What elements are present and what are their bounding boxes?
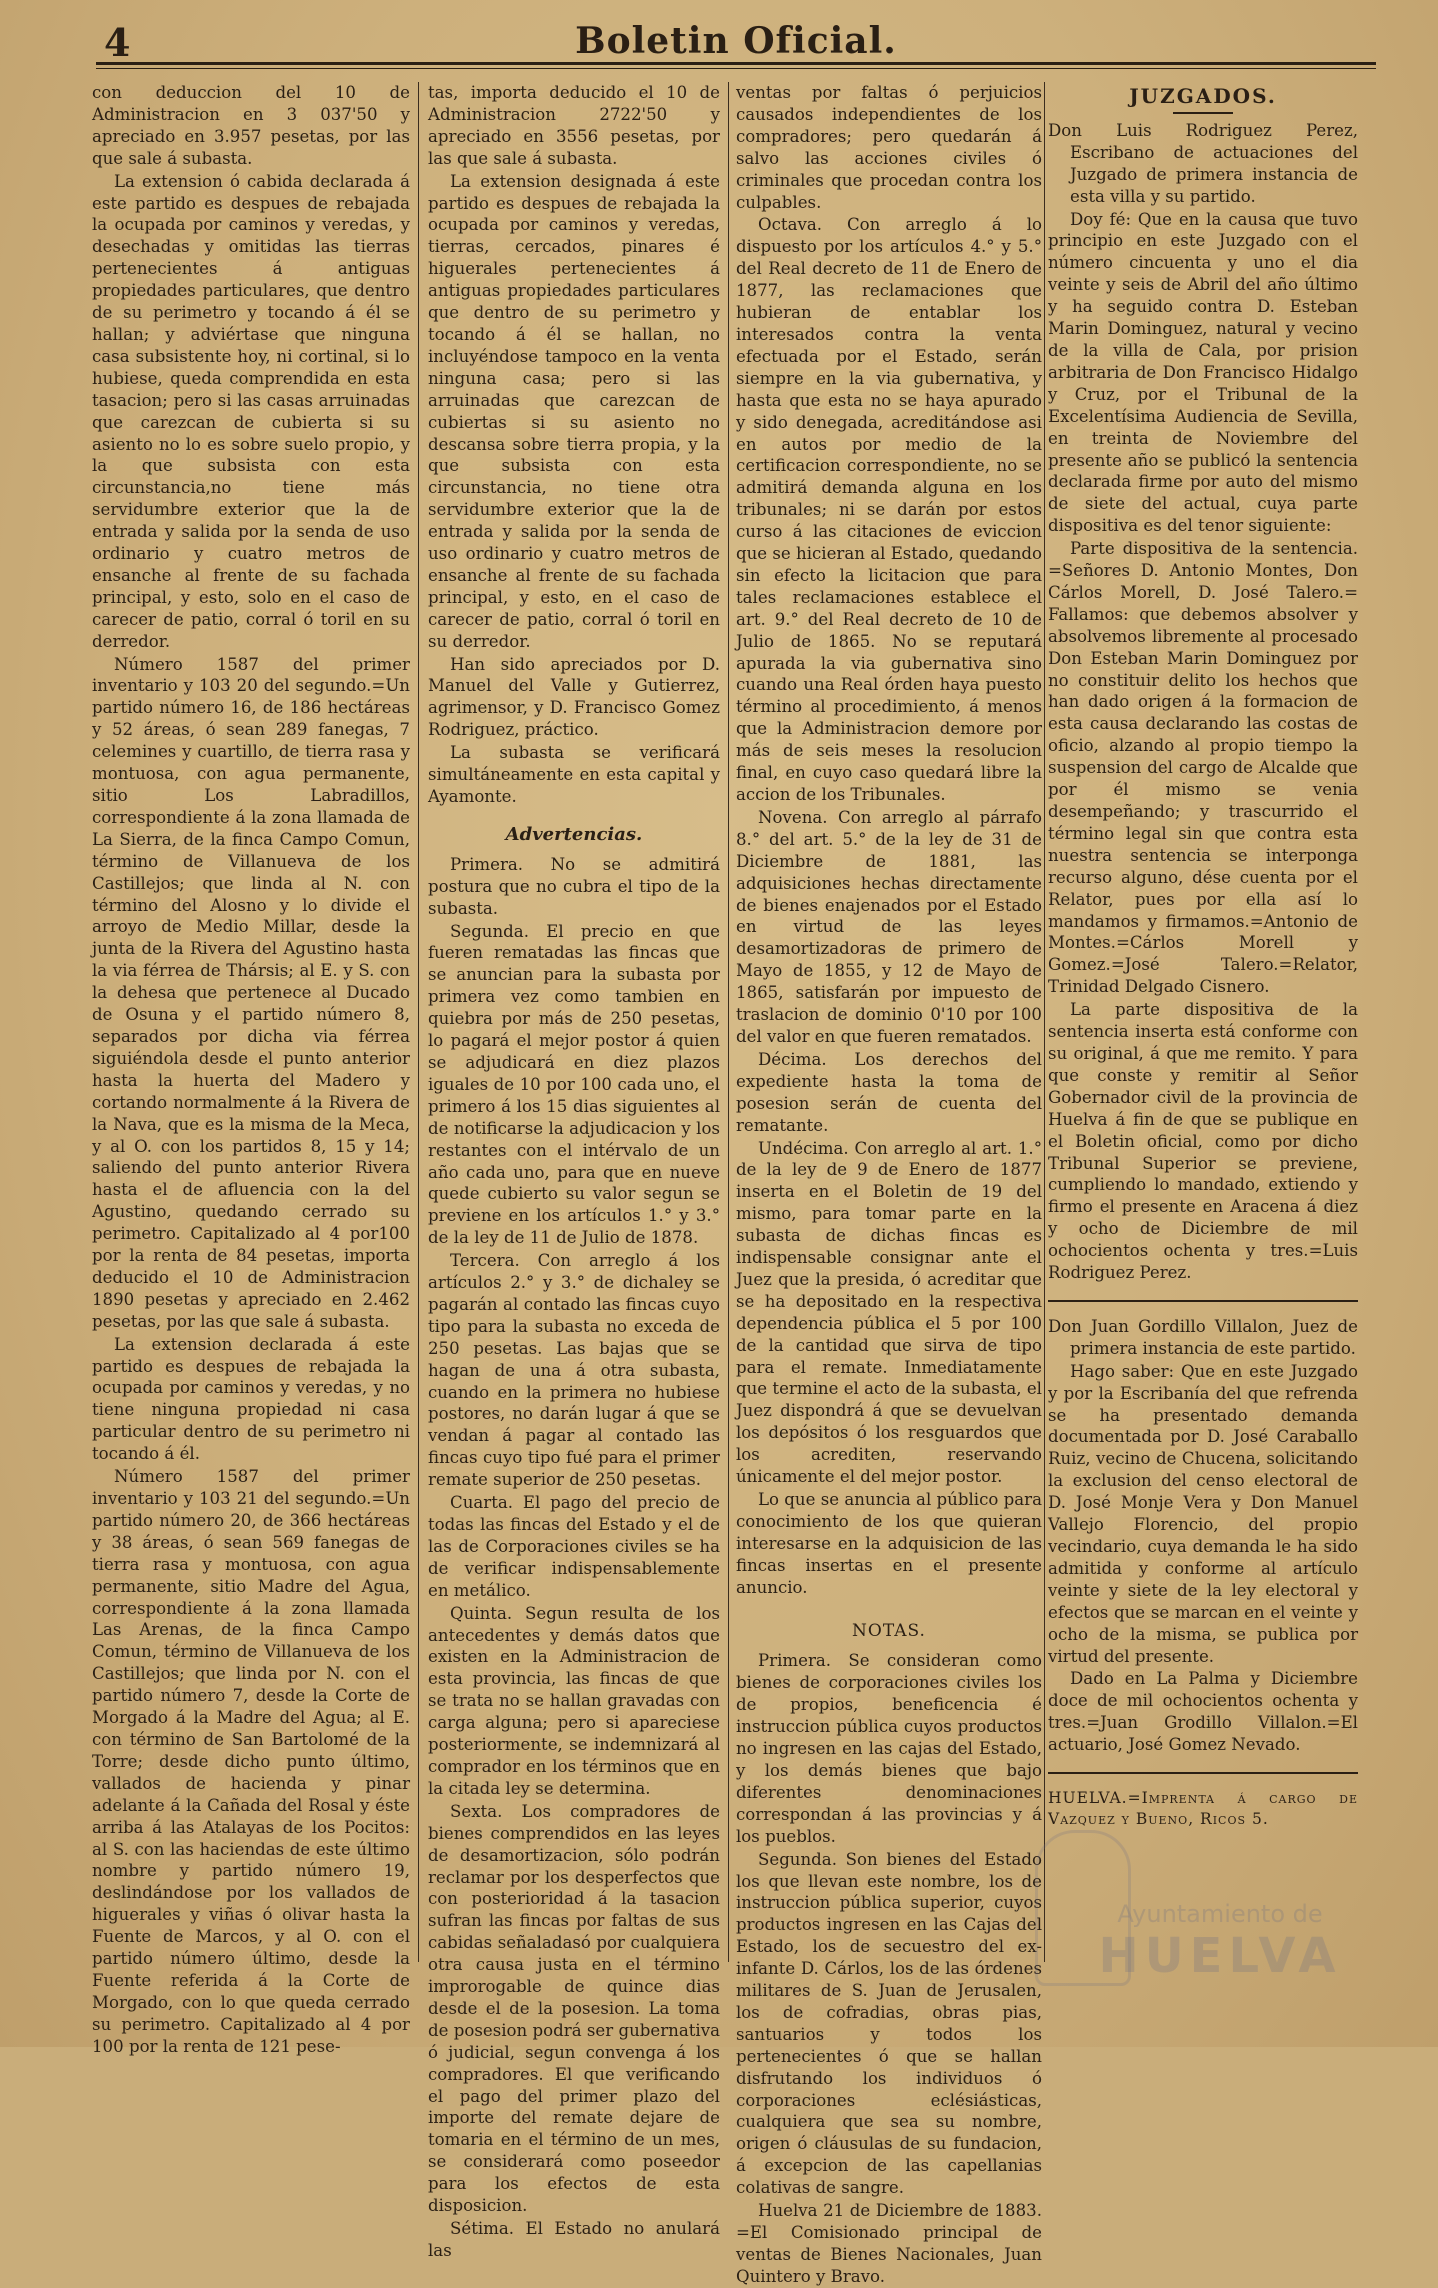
paragraph: La extension designada á este partido es despues de rebajada la ocupada por caminos y veredas, tierras, cercados, pinares é higuerales pertenecientes á antiguas propiedades particulares que dentro de su perimetro y tocando á él se hallan, no incluyéndose tampoco en la venta ninguna casa; pero si las arruinadas que carezcan de cubiertas si su asiento no descansa sobre tierra propia, y la que subsista con esta circunstancia, no tiene otra servidumbre exterior que la de entrada y salida por la senda de uso ordinario y cuatro metros de ensanche al frente de su fachada principal, y esto, en el caso de carecer de patio, corral ó toril en su derredor. <box>428 171 720 651</box>
paragraph: con deduccion del 10 de Administracion en 3 037'50 y apreciado en 3.957 pesetas, por las que sale á subasta. <box>92 83 410 168</box>
header-rule <box>96 62 1376 65</box>
paragraph: Primera. No se admitirá postura que no cubra el tipo de la subasta. <box>428 854 720 918</box>
paragraph: Número 1587 del primer inventario y 103 20 del segundo.=Un partido número 16, de 186 hectáreas y 52 áreas, ó sean 289 fanegas, 7 celemines y cuartillo, de tierra rasa y montuosa, con agua permanente, sitio Los Labradillos, correspondiente á la zona llamada de La Sierra, de la finca Campo Comun, término de Villanueva de los Castillejos; que linda al N. con término del Alosno y lo divide el arroyo de Medio Millar, desde la junta de la Rivera del Agustino hasta la via férrea de Thársis; al E. y S. con la dehesa que pertenece al Ducado de Osuna y el partido número 8, separados por dicha via férrea siguiéndola desde el punto anterior hasta la huerta del Madero y cortando normalmente á la Rivera de la Nava, que es la misma de la Meca, y al O. con los partidos 8, 15 y 14; saliendo del punto anterior Rivera hasta el de afluencia con la del Agustino, quedando cerrado su perimetro. Capitalizado al 4 por100 por la renta de 84 pesetas, importa deducido el 10 de Administracion 1890 pesetas y apreciado en 2.462 pesetas, por las que sale á subasta. <box>92 654 410 1331</box>
column-divider <box>728 82 729 1962</box>
column-3 <box>736 82 1042 2286</box>
paragraph: Doy fé: Que en la causa que tuvo principio en este Juzgado con el número cincuenta y uno el dia veinte y seis de Abril del año último y ha seguido contra D. Esteban Marin Dominguez, natural y vecino de la villa de Cala, por prision arbitraria de Don Francisco Hidalgo y Cruz, por el Tribunal de la Excelentísima Audiencia de Sevilla, en treinta de Noviembre del presente año se publicó la sentencia declarada firme por auto del mismo de siete del actual, cuya parte dispositiva es del tenor siguiente: <box>1048 209 1358 536</box>
paragraph: Tercera. Con arreglo á los artículos 2.° y 3.° de dichaley se pagarán al contado las fincas cuyo tipo para la subasta no exceda de 250 pesetas. Las bajas que se hagan de una á otra subasta, cuando en la primera no hubiese postores, no darán lugar á que se vendan á pagar al contado las fincas cuyo tipo fué para el primer remate superior de 250 pesetas. <box>428 1251 720 1490</box>
signature: Huelva 21 de Diciembre de 1883. =El Comisionado principal de ventas de Bienes Nacionales, Juan Quintero y Bravo. <box>736 2201 1042 2286</box>
paragraph: La extension ó cabida declarada á este partido es despues de rebajada la ocupada por caminos y veredas, y desechadas y omitidas las tierras pertenecientes á antiguas propiedades particulares, que dentro de su perimetro y tocando á él se hallan; y adviértase que ninguna casa subsistente hoy, ni cortinal, si lo hubiese, queda comprendida en esta tasacion; pero si las casas arruinadas que carezcan de cubierta si su asiento no lo es sobre suelo propio, y la que subsista con esta circunstancia,no tiene más servidumbre exterior que la de entrada y salida por la senda de uso ordinario y cuatro metros de ensanche al frente de su fachada principal, y esto, solo en el caso de carecer de patio, corral ó toril en su derredor. <box>92 171 410 651</box>
paragraph: Don Luis Rodriguez Perez, Escribano de actuaciones del Juzgado de primera instancia de esta villa y su partido. <box>1048 120 1358 206</box>
page-title: Boletin Oficial. <box>575 20 897 62</box>
section-separator <box>1048 1300 1358 1302</box>
paragraph: Don Juan Gordillo Villalon, Juez de primera instancia de este partido. <box>1048 1316 1358 1358</box>
paragraph: Novena. Con arreglo al párrafo 8.° del art. 5.° de la ley de 31 de Diciembre de 1881, las adquisiciones hechas directamente de bienes enajenados por el Estado en virtud de las leyes desamortizadoras de primero de Mayo de 1855, y 12 de Mayo de 1865, satisfarán por impuesto de traslacion de dominio 0'10 por 100 del valor en que fueren rematados. <box>736 807 1042 1046</box>
paragraph: La extension declarada á este partido es despues de rebajada la ocupada por caminos y veredas, y no tiene ninguna propiedad ni casa particular dentro de su perimetro ni tocando á él. <box>92 1334 410 1464</box>
paragraph: La parte dispositiva de la sentencia inserta está conforme con su original, á que me remito. Y para que conste y remitir al Señor Gobernador civil de la provincia de Huelva á fin de que se publique en el Boletin oficial, como por dicho Tribunal Superior se previene, cumpliendo lo mandado, extiendo y firmo el presente en Aracena á diez y ocho de Diciembre de mil ochocientos ochenta y tres.=Luis Rodriguez Perez. <box>1048 1000 1358 1283</box>
paragraph: Sétima. El Estado no anulará las <box>428 2219 720 2260</box>
paragraph: Undécima. Con arreglo al art. 1.° de la ley de 9 de Enero de 1877 inserta en el Boletin de 19 del mismo, para tomar parte en la subasta de dichas fincas es indispensable consignar ante el Juez que la presida, ó acreditar que se ha depositado en la respectiva dependencia pública el 5 por 100 de la cantidad que sirva de tipo para el remate. Inmediatamente que termine el acto de la subasta, el Juez dispondrá á que se devuelvan los depósitos ó los resguardos que los acrediten, reservando únicamente el del mejor postor. <box>736 1138 1042 1487</box>
section-heading-juzgados: JUZGADOS. <box>1129 84 1277 108</box>
section-heading-notas: NOTAS. <box>852 1620 926 1641</box>
paragraph: Hago saber: Que en este Juzgado y por la Escribanía del que refrenda se ha presentado demanda documentada por D. José Caraballo Ruiz, vecino de Chucena, solicitando la exclusion del censo electoral de D. José Monje Vera y Don Manuel Vallejo Florencio, del propio vecindario, cuya demanda le ha sido admitida y conforme al artículo veinte y siete de la ley electoral y efectos que se marcan en el veinte y ocho de la misma, se publica por virtud del presente. <box>1048 1361 1358 1666</box>
watermark-line: HUELVA <box>1098 1928 1342 1984</box>
column-divider <box>1044 82 1045 1962</box>
paragraph: Sexta. Los compradores de bienes comprendidos en las leyes de desamortizacion, sólo podrán reclamar por los desperfectos que con posterioridad á la tasacion sufran las fincas por faltas de sus cabidas señaladasó por cualquiera otra causa justa en el término improrogable de quince dias desde el de la posesion. La toma de posesion podrá ser gubernativa ó judicial, segun convenga á los compradores. El que verificando el pago del primer plazo del importe del remate dejare de tomaria en el término de un mes, se considerará como poseedor para los efectos de esta disposicion. <box>428 1801 720 2216</box>
section-heading-advertencias: Advertencias. <box>505 823 643 845</box>
paragraph: Han sido apreciados por D. Manuel del Valle y Gutierrez, agrimensor, y D. Francisco Gomez Rodriguez, práctico. <box>428 654 720 740</box>
watermark-line: Ayuntamiento de <box>1117 1900 1323 1928</box>
imprint: HUELVA.=Imprenta á cargo de Vazquez y Bueno, Ricos 5. <box>1048 1789 1358 1829</box>
paragraph: Lo que se anuncia al público para conocimiento de los que quieran interesarse en la adquisicion de las fincas insertas en el presente anuncio. <box>736 1490 1042 1597</box>
paragraph: Primera. Se consideran como bienes de corporaciones civiles los de propios, beneficencia é instruccion pública cuyos productos no ingresen en las cajas del Estado, y los demás bienes que bajo diferentes denominaciones correspondan á las provincias y á los pueblos. <box>736 1651 1042 1846</box>
paragraph: Décima. Los derechos del expediente hasta la toma de posesion serán de cuenta del rematante. <box>736 1049 1042 1135</box>
watermark <box>1060 1900 1380 1984</box>
column-divider <box>418 82 419 1962</box>
header-rule-thin <box>96 68 1376 69</box>
paragraph: Segunda. El precio en que fueren rematadas las fincas que se anuncian para la subasta por primera vez como tambien en quiebra por más de 250 pesetas, lo pagará el mejor postor á quien se adjudicará en diez plazos iguales de 10 por 100 cada uno, el primero á los 15 dias siguientes al de notificarse la adjudicacion y los restantes con el intérvalo de un año cada uno, para que en nueve quede cubierto su valor segun se previene en los artículos 1.° y 3.° de la ley de 11 de Julio de 1878. <box>428 921 720 1248</box>
column-1 <box>92 82 410 2056</box>
paragraph: La subasta se verificará simultáneamente en esta capital y Ayamonte. <box>428 743 720 806</box>
paragraph: Octava. Con arreglo á lo dispuesto por los artículos 4.° y 5.° del Real decreto de 11 de Enero de 1877, las reclamaciones que hubieran de entablar los interesados contra la venta efectuada por el Estado, serán siempre en la via gubernativa, y hasta que esta no se haya apurado y sido denegada, acreditándose asi en autos por medio de la certificacion correspondiente, no se admitirá demanda alguna en los tribunales; ni se darán por estos curso á las citaciones de eviccion que se hicieran al Estado, quedando sin efecto la licitacion que para tales reclamaciones establece el art. 9.° del Real decreto de 10 de Julio de 1865. No se reputará apurada la via gubernativa sino cuando una Real órden haya puesto término al procedimiento, á menos que la Administracion demore por más de seis meses la resolucion final, en cuyo caso quedará libre la accion de los Tribunales. <box>736 215 1042 804</box>
paragraph: Cuarta. El pago del precio de todas las fincas del Estado y el de las de Corporaciones civiles se ha de verificar indispensablemente en metálico. <box>428 1493 720 1600</box>
paragraph: Segunda. Son bienes del Estado los que llevan este nombre, los de instruccion pública superior, cuyos productos ingresen en las Cajas del Estado, los de secuestro del ex-infante D. Cárlos, los de las órdenes militares de S. Juan de Jerusalen, los de cofradias, obras pias, santuarios y todos los pertenecientes ó que se hallan disfrutando los individuos ó corporaciones eclésiásticas, cualquiera que sea su nombre, origen ó cláusulas de su fundacion, á excepcion de las capellanias colativas de sangre. <box>736 1849 1042 2198</box>
paragraph: Parte dispositiva de la sentencia. =Señores D. Antonio Montes, Don Cárlos Morell, D. José Talero.= Fallamos: que debemos absolver y absolvemos libremente al procesado Don Esteban Marin Dominguez por no constituir delito los hechos que han dado origen á la formacion de esta causa declarando las costas de oficio, alzando al propio tiempo la suspension del cargo de Alcalde que por él mismo se venia desempeñando; y trascurrido el término legal sin que contra esta nuestra sentencia se interponga recurso alguno, dése cuenta por el Relator, pues por ella así lo mandamos y firmamos.=Antonio de Montes.=Cárlos Morell y Gomez.=José Talero.=Relator, Trinidad Delgado Cisnero. <box>1048 539 1358 997</box>
paragraph: Número 1587 del primer inventario y 103 21 del segundo.=Un partido número 20, de 366 hectáreas y 38 áreas, ó sean 569 fanegas de tierra rasa y montuosa, con agua permanente, sitio Madre del Agua, correspondiente á la zona llamada Las Arenas, de la finca Campo Comun, término de Villanueva de los Castillejos; que linda por N. con el partido número 7, desde la Corte de Morgado á la Madre del Agua; al E. con término de San Bartolomé de la Torre; desde dicho punto último, vallados de hacienda y pinar adelante á la Cañada del Rosal y éste arriba á las Atalayas de los Pocitos: al S. con las haciendas de este último nombre y partido número 19, deslindándose por los vallados de higuerales y viñas ó olivar hasta la Fuente de Marcos, y al O. con el partido número último, desde la Fuente referida á la Corte de Morgado, con lo que queda cerrado su perimetro. Capitalizado al 4 por 100 por la renta de 121 pese- <box>92 1467 410 2056</box>
page-number: 4 <box>104 20 131 65</box>
paragraph: Quinta. Segun resulta de los antecedentes y demás datos que existen en la Administracion de esta provincia, las fincas de que se trata no se hallan gravadas con carga alguna; pero si apareciese posteriormente, se indemnizará al comprador en los términos que en la citada ley se determina. <box>428 1603 720 1798</box>
heading-rule <box>1173 112 1233 114</box>
paragraph: ventas por faltas ó perjuicios causados independientes de los compradores; pero quedarán á salvo las acciones civiles ó criminales que procedan contra los culpables. <box>736 83 1042 212</box>
column-2 <box>428 82 720 2260</box>
paragraph: tas, importa deducido el 10 de Administracion 2722'50 y apreciado en 3556 pesetas, por las que sale á subasta. <box>428 83 720 168</box>
column-4 <box>1048 82 1358 1982</box>
paragraph: Dado en La Palma y Diciembre doce de mil ochocientos ochenta y tres.=Juan Grodillo Villalon.=El actuario, José Gomez Nevado. <box>1048 1669 1358 1755</box>
section-separator <box>1048 1772 1358 1774</box>
